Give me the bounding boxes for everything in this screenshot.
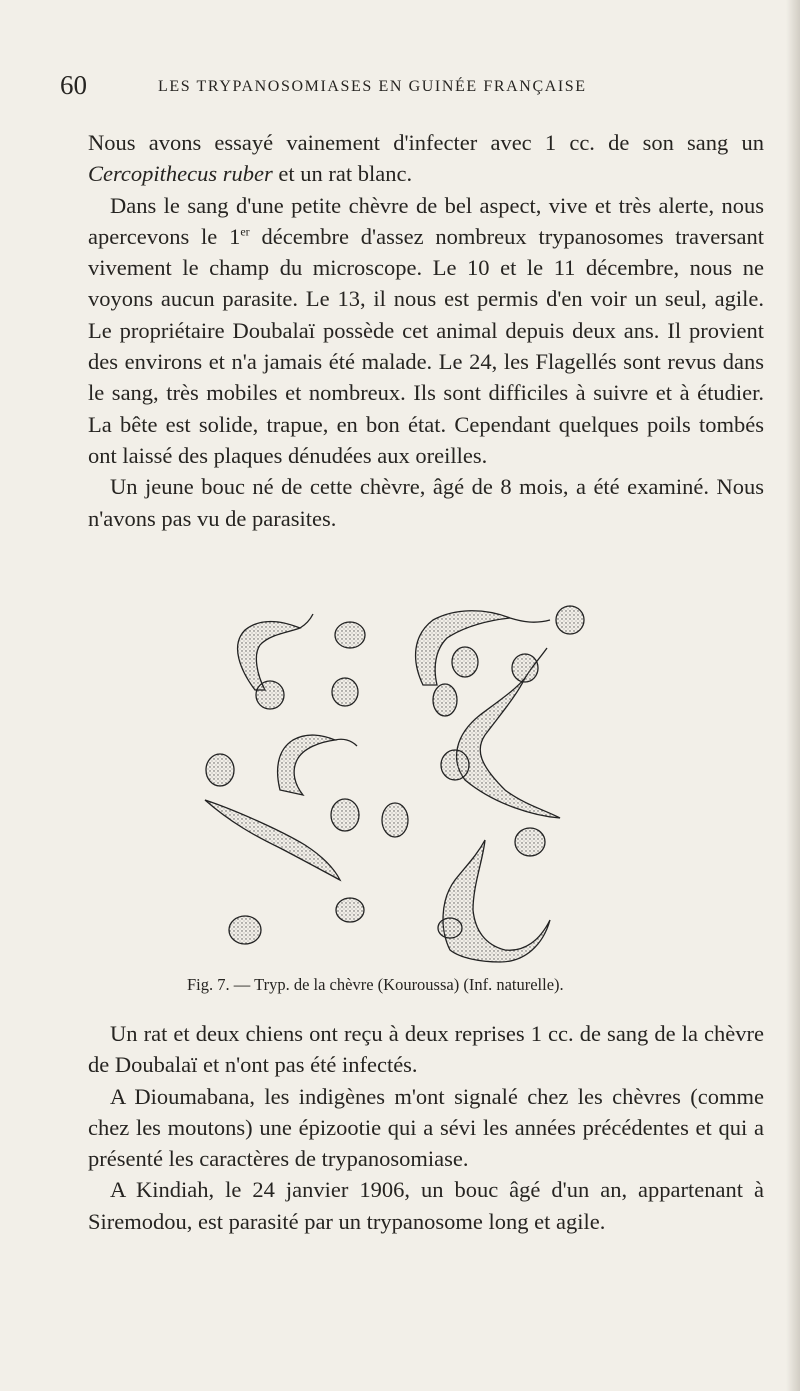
paragraph-2: Dans le sang d'une petite chèvre de bel aspect, vive et très alerte, nous apercevons le 1er décembre d'assez nombreux trypanosomes traversant vivement le champ du microscope. Le 10 et le 11 décembre, nous ne voyons aucun parasite. Le 13, il nous est permis d'en voir un seul, agile. Le propriétaire Doubalaï possède cet animal depuis deux ans. Il provient des environs et n'a jamais été malade. Le 24, les Flagellés sont revus dans le sang, très mobiles et nombreux. Ils sont difficiles à suivre et à étudier. La bête est solide, trapue, en bon état. Cependant quelques poils tombés ont laissé des plaques dénudées aux oreilles. (88, 192, 764, 468)
trypanosome-4 (278, 735, 335, 795)
blood-cell (332, 678, 358, 706)
trypanosome-3 (457, 678, 560, 818)
blood-cell (206, 754, 234, 786)
blood-cell (229, 916, 261, 944)
blood-cell (256, 681, 284, 709)
paragraph-1: Nous avons essayé vainement d'infecter avec 1 cc. de son sang un Cercopithecus ruber et un rat blanc. (88, 130, 764, 187)
blood-cell (515, 828, 545, 856)
blood-cell (441, 750, 469, 780)
blood-cell (512, 654, 538, 682)
paragraph-3: Un jeune bouc né de cette chèvre, âgé de 8 mois, a été examiné. Nous n'avons pas vu de parasites. (88, 474, 764, 531)
blood-cell (382, 803, 408, 837)
text-block-bottom (88, 1018, 764, 1237)
running-head: LES TRYPANOSOMIASES EN GUINÉE FRANÇAISE (158, 78, 587, 95)
blood-cell (556, 606, 584, 634)
trypanosome-5 (205, 800, 340, 880)
paragraph-6: A Kindiah, le 24 janvier 1906, un bouc âgé d'un an, appartenant à Siremodou, est parasité par un trypanosome long et agile. (88, 1177, 764, 1234)
trypanosome-6 (443, 840, 550, 962)
text-block-top (88, 127, 764, 534)
blood-cell (331, 799, 359, 831)
blood-cell (336, 898, 364, 922)
blood-cell (452, 647, 478, 677)
blood-cell (335, 622, 365, 648)
page-number: 60 (60, 70, 87, 100)
species-name: Cercopithecus ruber (88, 161, 273, 187)
page-edge-shadow (786, 0, 800, 1391)
paragraph-4: Un rat et deux chiens ont reçu à deux reprises 1 cc. de sang de la chèvre de Doubalaï et n'ont pas été infectés. (88, 1021, 764, 1078)
blood-cell (433, 684, 457, 716)
blood-cell (438, 918, 462, 938)
figure-caption: Fig. 7. — Tryp. de la chèvre (Kouroussa) (Inf. naturelle). (187, 975, 564, 994)
trypanosome-illustration (185, 590, 635, 980)
paragraph-5: A Dioumabana, les indigènes m'ont signalé chez les chèvres (comme chez les moutons) une épizootie qui a sévi les années précédentes et qui a présenté les caractères de trypanosomiase. (88, 1083, 764, 1172)
trypanosome-1 (238, 622, 300, 691)
